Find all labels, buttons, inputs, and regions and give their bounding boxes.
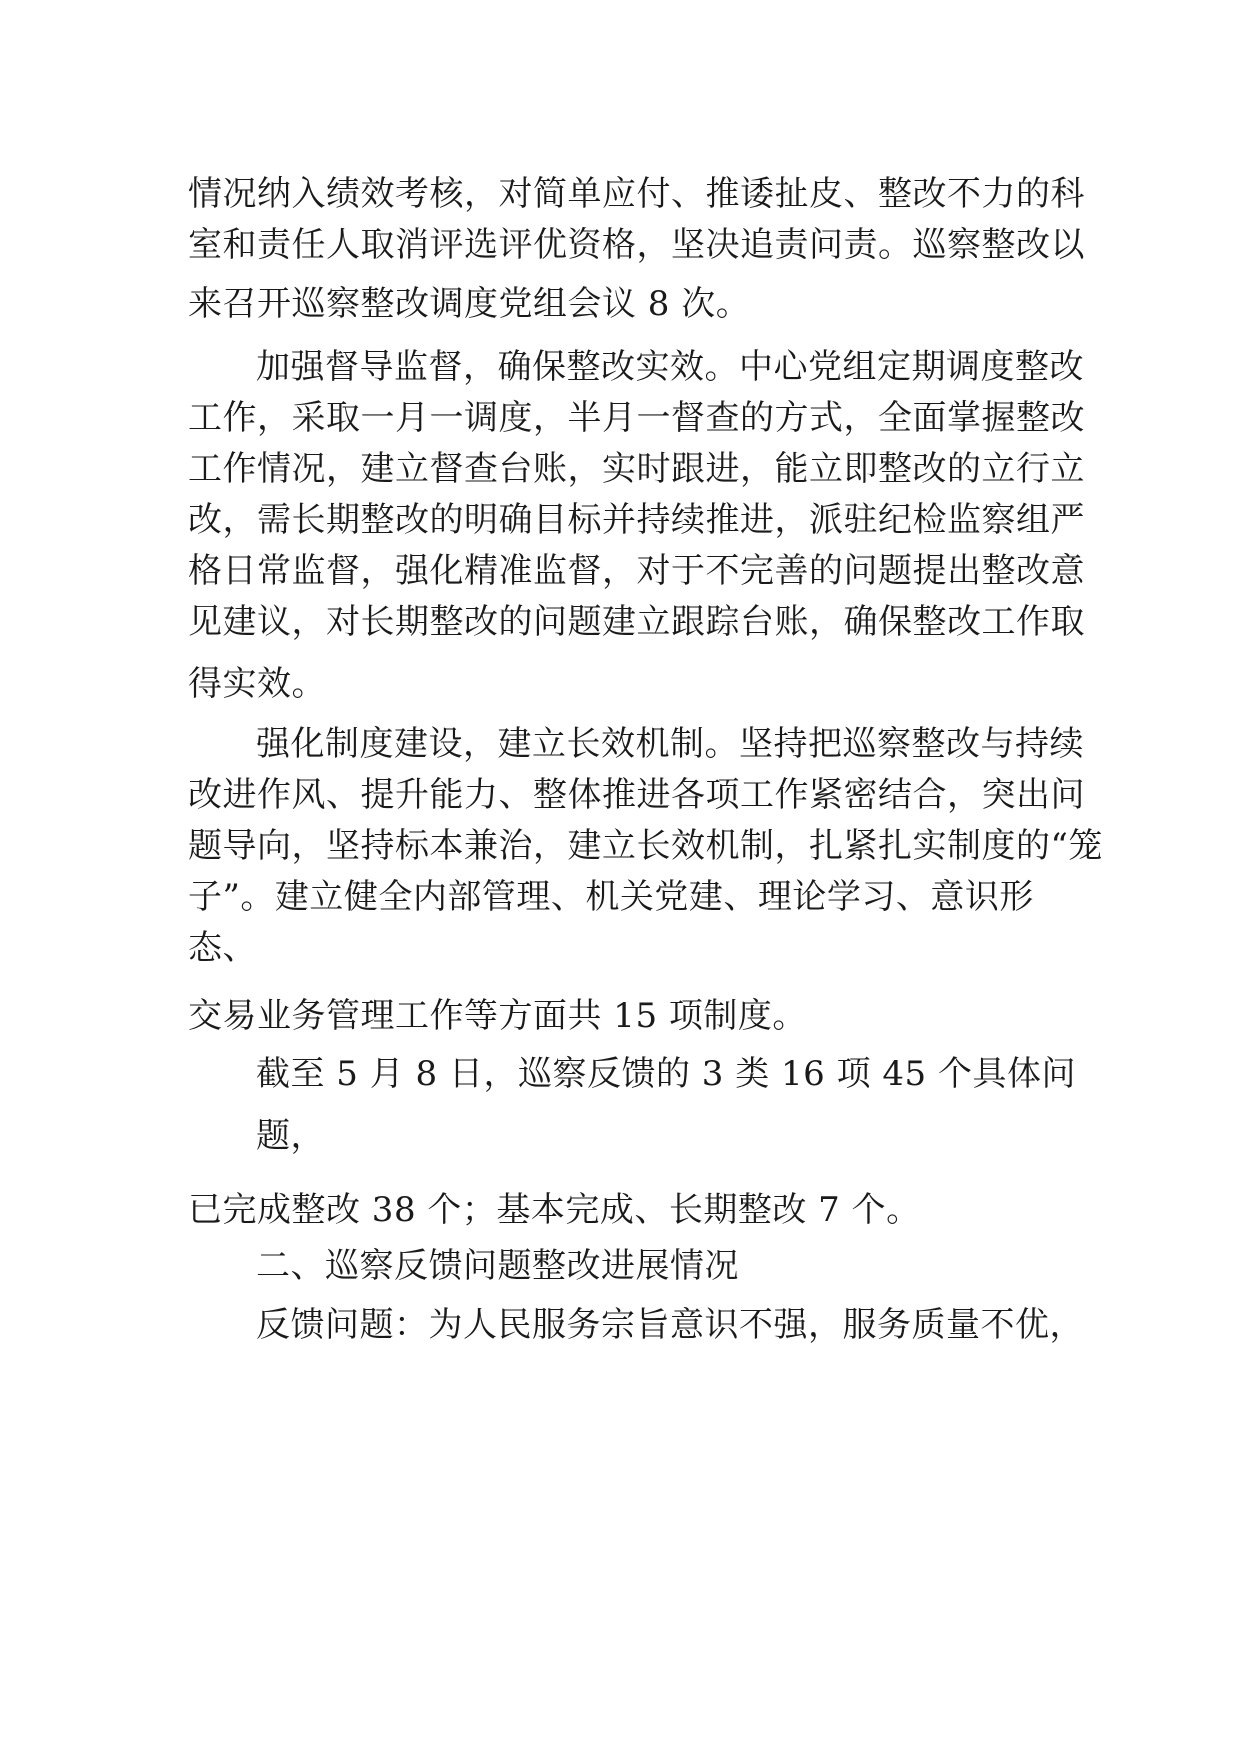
text-line: 格日常监督，强化精准监督，对于不完善的问题提出整改意 [188,551,1085,591]
text-line: 得实效。 [188,664,326,704]
text-line: 改，需长期整改的明确目标并持续推进，派驻纪检监察组严 [188,500,1085,540]
section-heading: 二、巡察反馈问题整改进展情况 [256,1246,739,1286]
text-line: 反馈问题：为人民服务宗旨意识不强，服务质量不优， [256,1305,1084,1345]
text-line: 交易业务管理工作等方面共 15 项制度。 [188,996,807,1036]
text-line: 题导向，坚持标本兼治，建立长效机制，扎紧扎实制度的“笼 [188,826,1103,866]
text-line: 工作，采取一月一调度，半月一督查的方式，全面掌握整改 [188,398,1085,438]
text-line: 已完成整改 38 个；基本完成、长期整改 7 个。 [188,1190,921,1230]
text-line: 见建议，对长期整改的问题建立跟踪台账，确保整改工作取 [188,602,1085,642]
text-line: 改进作风、提升能力、整体推进各项工作紧密结合，突出问 [188,775,1085,815]
text-line: 态、 [188,928,257,968]
text-line: 题， [256,1116,325,1156]
text-line: 子”。建立健全内部管理、机关党建、理论学习、意识形 [188,877,1034,917]
text-line: 来召开巡察整改调度党组会议 8 次。 [188,284,751,324]
text-line: 情况纳入绩效考核，对简单应付、推诿扯皮、整改不力的科 [188,174,1085,214]
text-line: 工作情况，建立督查台账，实时跟进，能立即整改的立行立 [188,449,1085,489]
text-line: 加强督导监督，确保整改实效。中心党组定期调度整改 [256,347,1084,387]
text-line: 强化制度建设，建立长效机制。坚持把巡察整改与持续 [256,724,1084,764]
text-line: 室和责任人取消评选评优资格，坚决追责问责。巡察整改以 [188,225,1085,265]
text-line: 截至 5 月 8 日，巡察反馈的 3 类 16 项 45 个具体问 [256,1054,1076,1094]
